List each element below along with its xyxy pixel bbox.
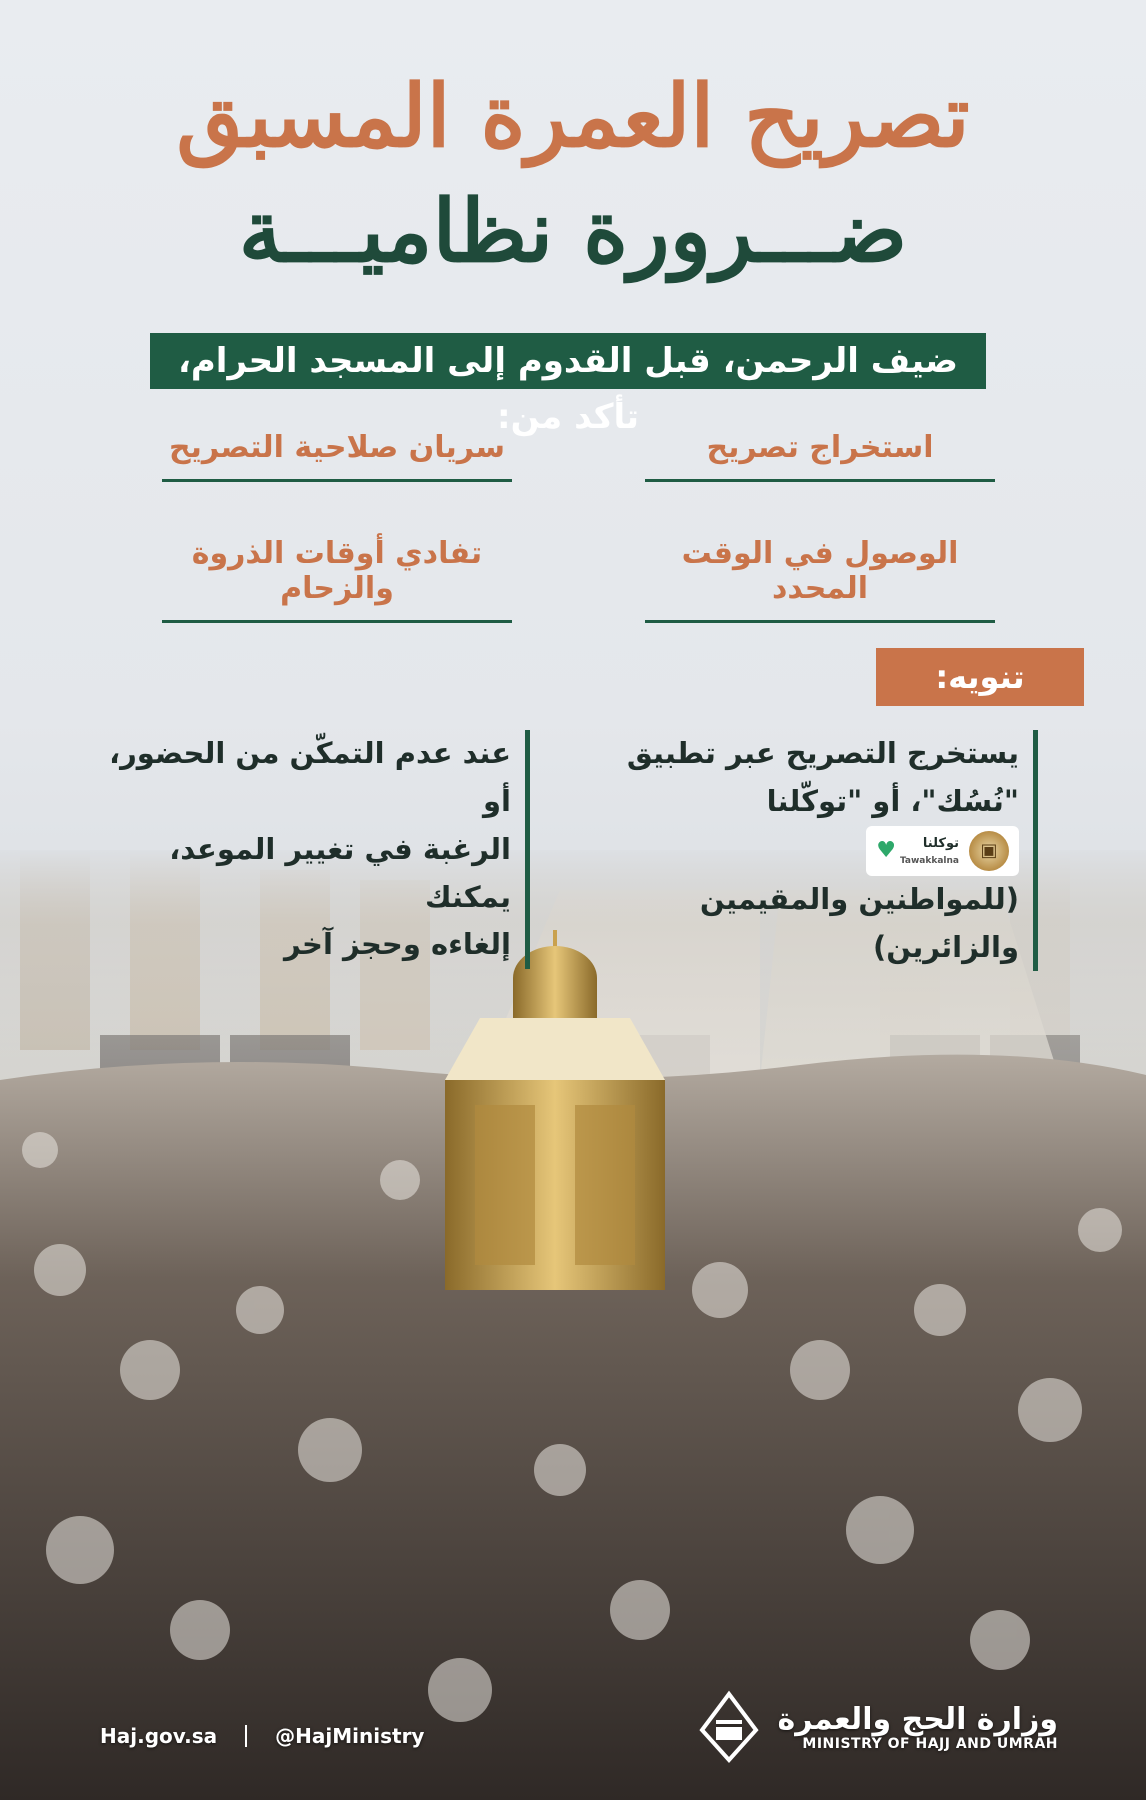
footer-divider: [245, 1725, 247, 1747]
ministry-emblem-icon: [696, 1690, 762, 1764]
note-cancel-line2: الرغبة في تغيير الموعد، يمكنك: [169, 831, 511, 914]
checklist-item-avoid-peak-times: تفادي أوقات الذروة والزحام: [162, 536, 512, 623]
note-apps-line2: [608, 778, 1019, 876]
note-cancel-line1: عند عدم التمكّن من الحضور، أو: [109, 736, 511, 818]
footer-links: [100, 1724, 424, 1748]
tawakkalna-logo-text: [900, 833, 959, 869]
tawakkalna-logo: [876, 833, 959, 869]
page-title: تصريح العمرة المسبق: [176, 66, 970, 167]
tawakkalna-name-en: Tawakkalna: [899, 855, 959, 866]
note-apps-line3: (للمواطنين والمقيمين والزائرين): [699, 881, 1019, 964]
checklist-item-permit-validity: سريان صلاحية التصريح: [162, 430, 512, 482]
ministry-name-en: MINISTRY OF HAJJ AND UMRAH: [802, 1735, 1058, 1752]
nusuk-app-icon: ▣: [969, 831, 1009, 871]
crowd-illustration: [0, 850, 1146, 1800]
note-cancel-line3: إلغاءه وحجز آخر: [284, 927, 511, 962]
ministry-names: [778, 1703, 1058, 1752]
note-cancel-block: [80, 730, 530, 969]
checklist-item-arrive-on-time: الوصول في الوقت المحدد: [645, 536, 995, 623]
note-apps-block: [608, 730, 1038, 971]
ministry-branding: [696, 1690, 1058, 1764]
social-handle[interactable]: @HajMinistry: [275, 1724, 425, 1748]
website-link[interactable]: Haj.gov.sa: [100, 1724, 218, 1748]
checklist-item-obtain-permit: استخراج تصريح: [645, 430, 995, 482]
note-badge: تنويه:: [876, 648, 1084, 706]
crowd-photo: [0, 850, 1146, 1800]
page-subtitle: ضـــرورة نظاميـــة: [238, 181, 908, 282]
tawakkalna-name-ar: توكلنا: [922, 835, 959, 851]
ministry-name-ar: وزارة الحج والعمرة: [777, 1701, 1058, 1737]
note-apps-line1: يستخرج التصريح عبر تطبيق: [626, 736, 1019, 770]
tawakkalna-heart-icon: ♥: [876, 837, 896, 863]
app-logos: [866, 826, 1019, 876]
note-apps-line2-text: "نُسُك"، أو "توكّلنا: [766, 783, 1019, 818]
instruction-banner: ضيف الرحمن، قبل القدوم إلى المسجد الحرام، تأكد من:: [150, 333, 986, 389]
